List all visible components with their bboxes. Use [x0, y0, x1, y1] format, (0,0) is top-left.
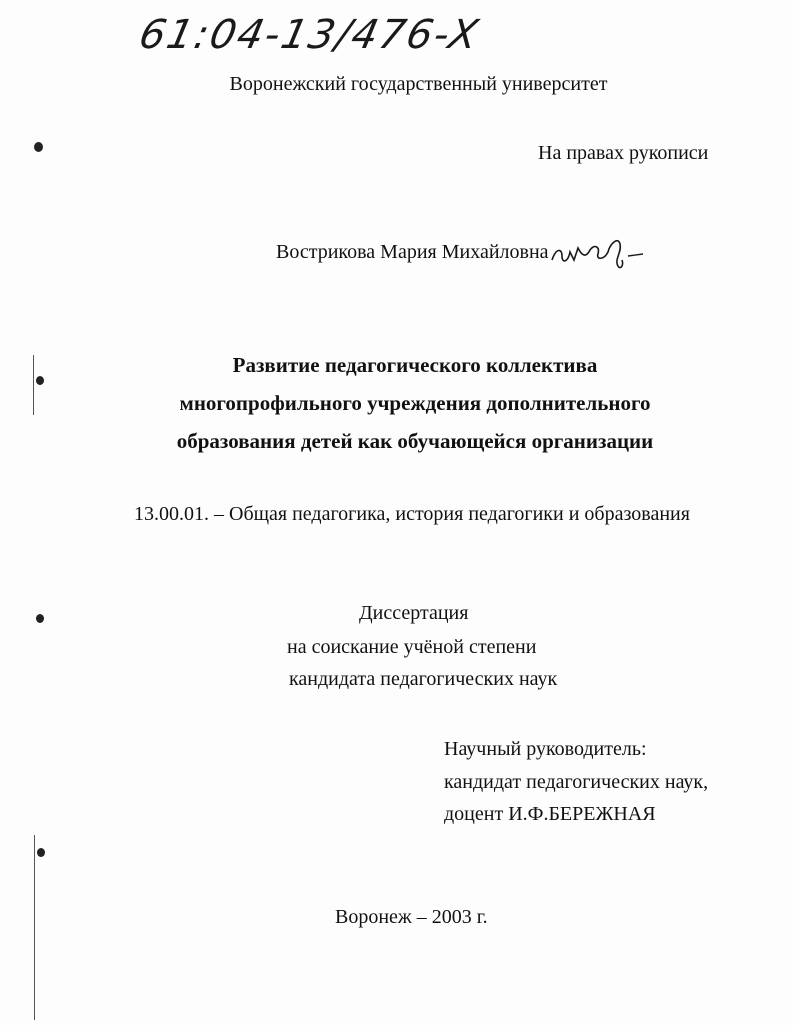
dissertation-title-line-1: Развитие педагогического коллектива — [232, 353, 598, 377]
city-year: Воронеж – 2003 г. — [335, 906, 488, 928]
supervisor-rank: кандидат педагогических наук, — [444, 771, 709, 793]
dissertation-title-line-3: образования детей как обучающейся организации — [176, 429, 654, 453]
supervisor-name: доцент И.Ф.БЕРЕЖНАЯ — [444, 803, 656, 825]
dissertation-purpose: на соискание учёной степени — [287, 636, 537, 658]
dissertation-type: Диссертация — [359, 602, 469, 624]
binding-hole-mark — [36, 614, 44, 623]
university-name: Воронежский государственный университет — [229, 73, 608, 95]
supervisor-label: Научный руководитель: — [444, 738, 647, 760]
scan-edge-line — [34, 835, 35, 1020]
archive-code: 61:04-13/476-X — [135, 12, 484, 58]
rights-note: На правах рукописи — [538, 142, 709, 164]
dissertation-title-line-2: многопрофильного учреждения дополнительного — [179, 391, 651, 415]
author-signature — [548, 226, 648, 274]
binding-hole-mark — [37, 848, 45, 857]
dissertation-degree: кандидата педагогических наук — [289, 668, 558, 690]
specialty-code: 13.00.01. – Общая педагогика, история педагогики и образования — [134, 503, 690, 525]
binding-hole-mark — [34, 142, 43, 152]
author-name: Вострикова Мария Михайловна — [276, 241, 549, 263]
